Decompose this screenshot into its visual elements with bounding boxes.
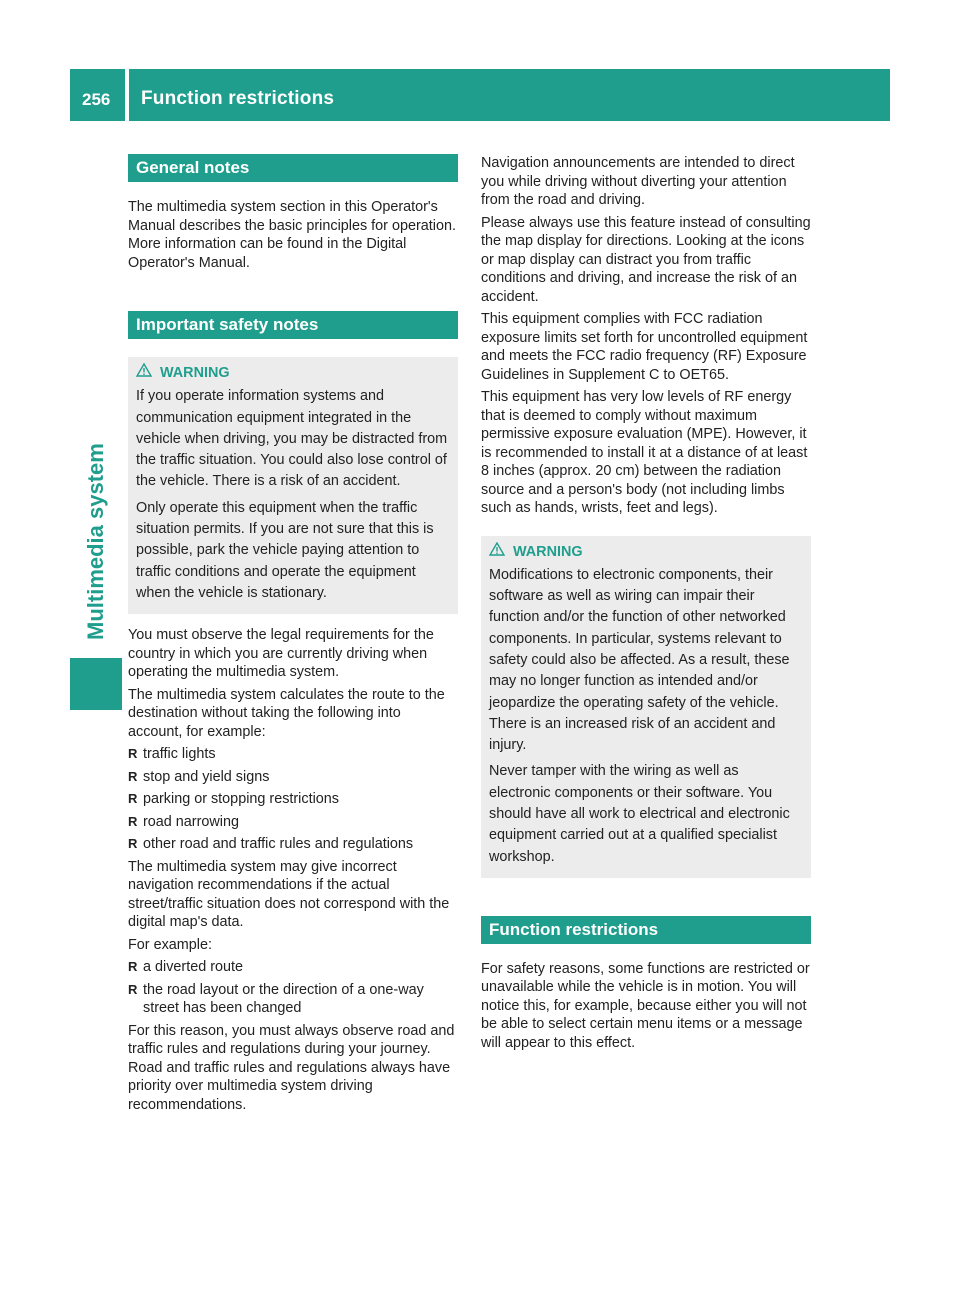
section-heading-function-restrictions: Function restrictions [481, 916, 811, 944]
list-item: R traffic lights [128, 746, 216, 763]
observe-rules-text: For this reason, you must always observe road and traffic rules and regulations during your journey. Road and traffic rules and regulations always have priority over multimedia system driving recommendations. [128, 1022, 455, 1113]
warning-title [489, 542, 803, 563]
right-column [481, 154, 811, 1056]
section-heading-safety-notes: Important safety notes [128, 311, 458, 339]
warning-text-1: If you operate information systems and communication equipment integrated in the vehicle when driving, you may be distracted from the traffic situation. You could also lose control of the vehicle. There is a risk of an accident. [136, 388, 448, 490]
bullet-r-icon: R [128, 959, 138, 975]
route-calculation-text: The multimedia system calculates the route to the destination without taking the following into account, for example: [128, 686, 445, 740]
bullet-r-icon: R [128, 791, 138, 807]
side-tab [83, 443, 113, 641]
warning-text-2: Only operate this equipment when the traffic situation permits. If you are not sure that this is possible, park the vehicle paying attention to traffic conditions and operate the equipment when the vehicle is stationary. [136, 499, 434, 601]
incorrect-navigation-text: The multimedia system may give incorrect navigation recommendations if the actual street/traffic situation does not correspond with the digital map's data. [128, 858, 450, 931]
page-number: 256 [82, 90, 111, 109]
left-column [128, 154, 458, 1118]
warning-triangle-icon [489, 542, 505, 556]
general-notes-text: The multimedia system section in this Operator's Manual describes the basic principles for operation. More information can be found in the Digital Operator's Manual. [128, 199, 456, 271]
use-feature-text: Please always use this feature instead of consulting the map display for directions. Looking at the icons or map display can distract you from traffic conditions and driving, and increase the risk of an accident. [481, 214, 811, 305]
page-title: Function restrictions [141, 88, 335, 109]
warning-triangle-icon [136, 363, 152, 377]
warning-title [136, 363, 450, 384]
section-heading-general-notes: General notes [128, 154, 458, 182]
list-item: R other road and traffic rules and regulations [128, 836, 414, 853]
list-item: R stop and yield signs [128, 768, 270, 785]
warning-label: WARNING [513, 543, 583, 560]
bullet-r-icon: R [128, 981, 138, 997]
legal-requirements-text: You must observe the legal requirements for the country in which you are currently driving when operating the multimedia system. [128, 627, 434, 681]
side-tab-block [70, 658, 122, 710]
bullet-r-icon: R [128, 768, 138, 784]
warning-label: WARNING [160, 365, 230, 381]
warning-box-modifications [481, 536, 811, 878]
header-divider [125, 69, 129, 121]
list-item: R the road layout or the direction of a one-way street has been changed [128, 981, 424, 1017]
navigation-announcements-text: Navigation announcements are intended to direct you while driving without diverting your attention from the road and driving. [481, 155, 795, 208]
warning-box-distraction [128, 357, 458, 614]
for-example-text: For example: [128, 936, 212, 953]
function-restrictions-text: For safety reasons, some functions are restricted or unavailable while the vehicle is in motion. You will notice this, for example, because either you will not be able to select certain menu items or a message will appear to this effect. [481, 960, 810, 1051]
warning-text-2: Never tamper with the wiring as well as electronic components or their software. You should have all work to electrical and electronic equipment carried out at a qualified specialist workshop. [489, 763, 790, 865]
example-list [128, 958, 458, 1018]
list-item: R a diverted route [128, 959, 243, 976]
bullet-r-icon: R [128, 813, 138, 829]
bullet-r-icon: R [128, 746, 138, 762]
route-exceptions-list [128, 745, 458, 854]
fcc-compliance-text: This equipment complies with FCC radiation exposure limits set forth for uncontrolled equipment and meets the FCC radio frequency (RF) Exposure Guidelines in Supplement C to OET65. [481, 311, 808, 383]
side-tab-label: Multimedia system [83, 443, 108, 640]
rf-energy-text: This equipment has very low levels of RF energy that is deemed to comply without maximum permissive exposure evaluation (MPE). However, it is recommended to install it at a distance of at least 8 inches (approx. 20 cm) between the radiation source and a person's body (not including limbs such as hands, wrists, feet and legs). [481, 389, 808, 516]
bullet-r-icon: R [128, 836, 138, 852]
list-item: R parking or stopping restrictions [128, 791, 339, 808]
list-item: R road narrowing [128, 813, 239, 830]
warning-text-1: Modifications to electronic components, their software as well as wiring can impair their function and/or the function of other networked components. In particular, systems relevant to safety could also be affected. As a result, these may no longer function as intended and/or jeopardize the operating safety of the vehicle. There is an increased risk of an accident and injury. [489, 566, 790, 754]
